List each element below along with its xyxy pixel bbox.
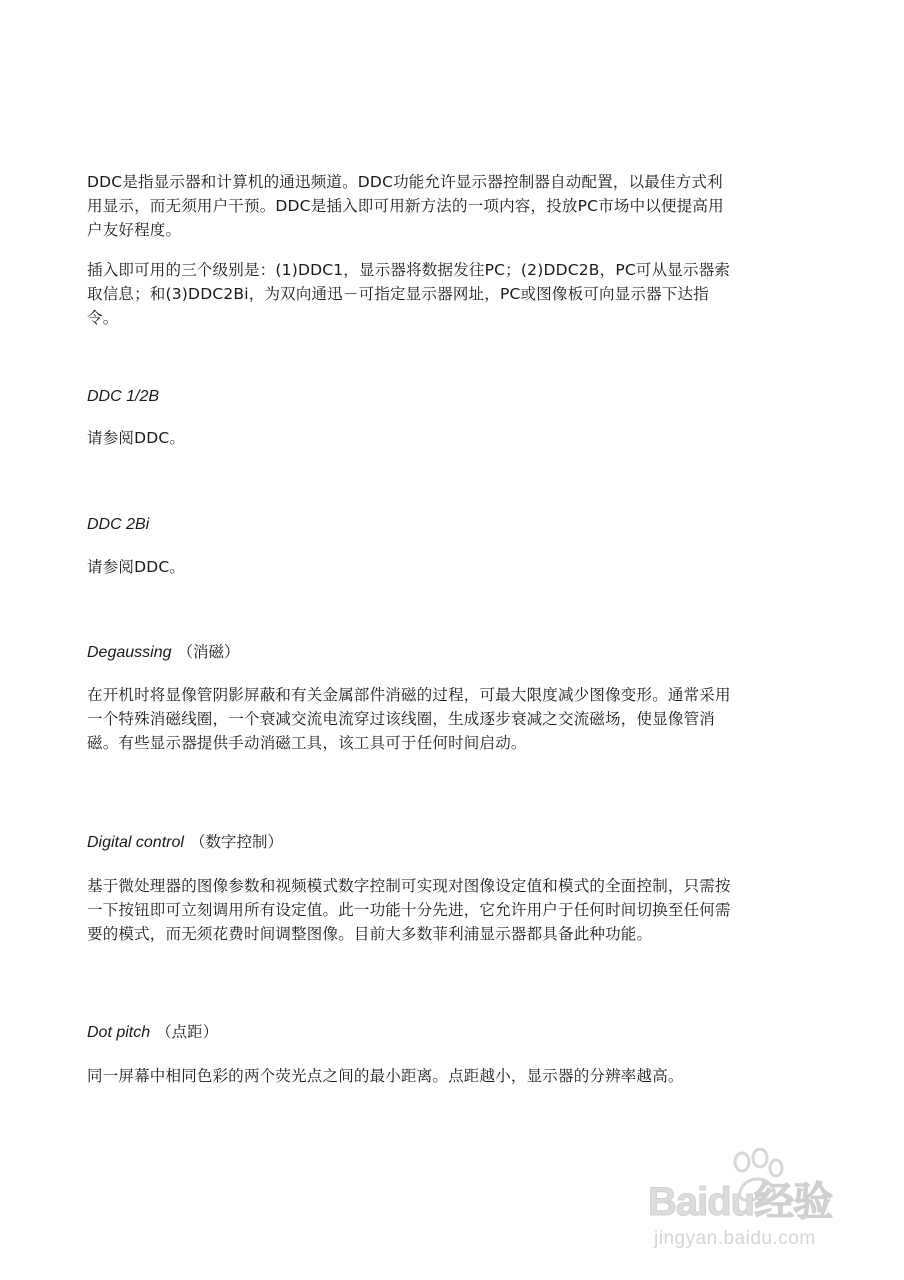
baidu-jingyan-watermark	[640, 1148, 870, 1268]
intro-paragraph-2: 插入即可用的三个级别是：(1)DDC1，显示器将数据发往PC；(2)DDC2B，PC可从显示器索取信息；和(3)DDC2Bi，为双向通迅－可指定显示器网址，PC或图像板可向显示器下达指令。	[87, 261, 731, 327]
entry-definition-ddc-2bi: 请参阅DDC。	[87, 558, 186, 576]
term-translation: （消磁）	[177, 643, 240, 661]
term-translation: （数字控制）	[189, 833, 283, 851]
entry-definition-degaussing: 在开机时将显像管阴影屏蔽和有关金属部件消磁的过程，可最大限度减少图像变形。通常采用一个特殊消磁线圈，一个衰减交流电流穿过该线圈，生成逐步衰减之交流磁场，使显像管消磁。有些显示器提供手动消磁工具，该工具可于任何时间启动。	[87, 686, 731, 752]
term-english: DDC 2Bi	[87, 516, 150, 533]
term-english: Degaussing	[87, 644, 172, 661]
entry-term-degaussing	[87, 641, 240, 664]
entry-term-dot-pitch	[87, 1021, 218, 1044]
watermark-logo: Baidu经验	[648, 1180, 833, 1224]
term-english: Dot pitch	[87, 1024, 151, 1041]
watermark-url: jingyan.baidu.com	[654, 1228, 816, 1249]
entry-term-ddc-2bi	[87, 513, 149, 536]
entry-term-ddc-1-2b	[87, 385, 159, 408]
term-translation: （点距）	[156, 1023, 219, 1041]
entry-definition-ddc-1-2b: 请参阅DDC。	[87, 429, 186, 447]
intro-paragraph-1: DDC是指显示器和计算机的通迅频道。DDC功能允许显示器控制器自动配置，以最佳方式利用显示，而无须用户干预。DDC是插入即可用新方法的一项内容，投放PC市场中以便提高用户友好程度。	[87, 173, 724, 239]
paw-icon	[722, 1148, 792, 1208]
entry-definition-dot-pitch: 同一屏幕中相同色彩的两个荧光点之间的最小距离。点距越小，显示器的分辨率越高。	[87, 1067, 684, 1085]
entry-definition-digital-control: 基于微处理器的图像参数和视频模式数字控制可实现对图像设定值和模式的全面控制，只需按一下按钮即可立刻调用所有设定值。此一功能十分先进，它允许用户于任何时间切换至任何需要的模式，而无须花费时间调整图像。目前大多数菲利浦显示器都具备此种功能。	[87, 877, 731, 943]
term-english: DDC 1/2B	[87, 388, 160, 405]
entry-term-digital-control	[87, 831, 283, 854]
term-english: Digital control	[87, 834, 184, 851]
